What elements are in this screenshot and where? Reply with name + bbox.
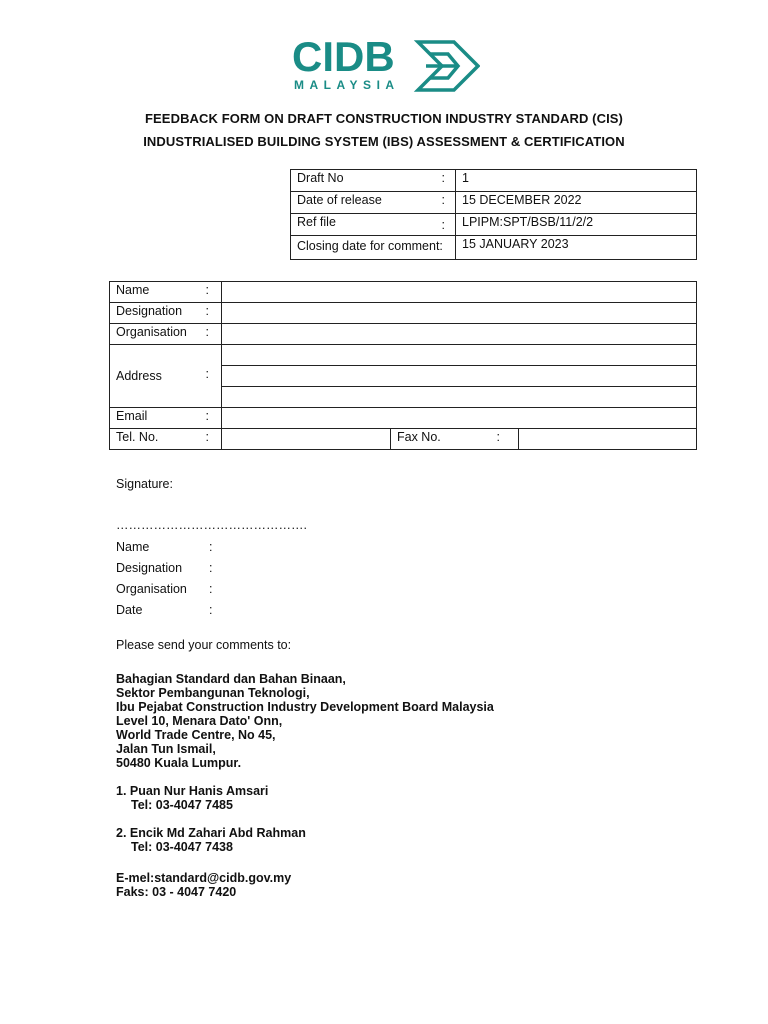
designation-field[interactable] [222,303,697,324]
signature-organisation-row [116,582,212,596]
contact-fax: Faks: 03 - 4047 7420 [116,885,237,899]
fax-label: Fax No. [397,430,441,444]
signature-date-label: Date [116,603,143,617]
signature-name-label: Name [116,540,150,554]
draft-row-ref-file [291,214,697,236]
date-of-release-label: Date of release [297,193,382,207]
send-comments-instruction: Please send your comments to: [116,638,292,652]
address-line: Sektor Pembangunan Teknologi, [116,686,310,700]
name-label: Name [116,283,150,297]
draft-row-draft-no [291,170,697,192]
address-colon: : [205,367,209,381]
contact-2 [116,826,306,854]
closing-date-value: 15 JANUARY 2023 [462,237,569,251]
contact-1 [116,784,268,812]
respondent-info-table [109,281,697,450]
signature-organisation-colon: : [209,582,213,596]
draft-row-date-of-release [291,192,697,214]
designation-colon: : [205,304,209,318]
contact-email-fax [116,871,291,899]
address-field-line3[interactable] [222,387,697,408]
signature-date-colon: : [209,603,213,617]
fax-field[interactable] [519,429,697,450]
signature-date-row [116,603,212,617]
signature-label: Signature: [116,477,173,491]
cidb-logo-text: CIDB [292,33,395,80]
address-block [116,672,494,770]
email-label: Email [116,409,148,423]
signature-organisation-label: Organisation [116,582,187,596]
ref-file-value: LPIPM:SPT/BSB/11/2/2 [462,215,594,229]
ref-file-colon: : [441,218,445,232]
tel-field[interactable] [222,429,391,450]
cidb-logo-subtitle: MALAYSIA [294,78,400,92]
signature-designation-row [116,561,212,575]
signature-name-row [116,540,212,554]
email-colon: : [205,409,209,423]
signature-name-colon: : [209,540,213,554]
address-field-line1[interactable] [222,345,697,366]
contact-email[interactable]: E-mel:standard@cidb.gov.my [116,871,292,885]
draft-no-colon: : [441,171,445,185]
closing-date-label: Closing date for comment: [297,239,443,253]
contact-1-name: 1. Puan Nur Hanis Amsari [116,784,269,798]
form-title-line2: INDUSTRIALISED BUILDING SYSTEM (IBS) ASSESSMENT & CERTIFICATION [143,134,625,149]
designation-label: Designation [116,304,183,318]
contact-2-tel: Tel: 03-4047 7438 [131,840,233,854]
email-field[interactable] [222,408,697,429]
draft-row-closing-date [291,236,697,260]
tel-colon: : [205,430,209,444]
name-field[interactable] [222,282,697,303]
signature-dotted-line: ………………………………………. [116,518,307,532]
address-line: Level 10, Menara Dato' Onn, [116,714,283,728]
fax-colon: : [496,430,500,444]
address-field-line2[interactable] [222,366,697,387]
address-line: Bahagian Standard dan Bahan Binaan, [116,672,346,686]
draft-info-table [290,169,697,260]
date-of-release-value: 15 DECEMBER 2022 [462,193,582,207]
address-line: 50480 Kuala Lumpur. [116,756,242,770]
address-line: Jalan Tun Ismail, [116,742,216,756]
organisation-label: Organisation [116,325,187,339]
signature-designation-label: Designation [116,561,183,575]
name-colon: : [205,283,209,297]
address-line: Ibu Pejabat Construction Industry Development Board Malaysia [116,700,494,714]
draft-no-label: Draft No [297,171,344,185]
date-of-release-colon: : [441,193,445,207]
organisation-colon: : [205,325,209,339]
form-title-line1: FEEDBACK FORM ON DRAFT CONSTRUCTION INDUSTRY STANDARD (CIS) [145,111,623,126]
tel-label: Tel. No. [116,430,159,444]
contact-1-tel: Tel: 03-4047 7485 [131,798,233,812]
ref-file-label: Ref file [297,215,336,229]
contact-2-name: 2. Encik Md Zahari Abd Rahman [116,826,306,840]
signature-designation-colon: : [209,561,213,575]
cidb-logo-icon [404,40,480,92]
organisation-field[interactable] [222,324,697,345]
address-line: World Trade Centre, No 45, [116,728,276,742]
draft-no-value: 1 [462,171,469,185]
address-label: Address [116,368,162,383]
